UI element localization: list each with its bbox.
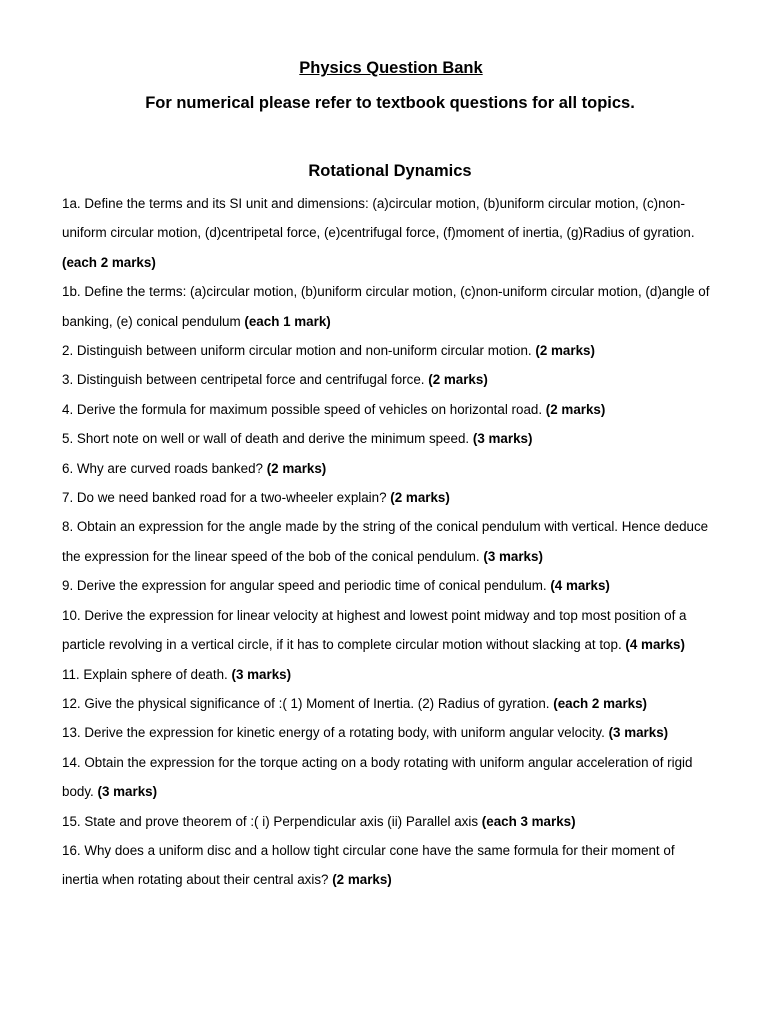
- document-subtitle: For numerical please refer to textbook questions for all topics.: [145, 94, 635, 112]
- question-item: [62, 601, 712, 660]
- question-text: 15. State and prove theorem of :( i) Perpendicular axis (ii) Parallel axis: [62, 813, 479, 829]
- question-text: 12. Give the physical significance of :( 1) Moment of Inertia. (2) Radius of gyration.: [62, 695, 550, 711]
- question-marks: (3 marks): [97, 784, 158, 800]
- question-item: [62, 365, 712, 394]
- question-item: [62, 807, 712, 836]
- question-item: [62, 718, 712, 747]
- question-text: 8. Obtain an expression for the angle made by the string of the conical pendulum with vertical. Hence deduce the expression for the linear speed of the bob of the conical pendulum.: [62, 519, 709, 564]
- question-item: [62, 571, 712, 600]
- question-item: [62, 836, 712, 895]
- question-marks: (2 marks): [332, 872, 392, 888]
- question-text: 6. Why are curved roads banked?: [62, 460, 263, 476]
- question-item: [62, 748, 712, 807]
- question-text: 1a. Define the terms and its SI unit and dimensions: (a)circular motion, (b)uniform circular motion, (c)non-uniform circular motion, (d)centripetal force, (e)centrifugal force, (f)moment of inertia, (g)Radius of gyration.: [62, 196, 695, 241]
- question-text: 4. Derive the formula for maximum possible speed of vehicles on horizontal road.: [62, 401, 543, 417]
- question-list: [62, 189, 712, 895]
- question-item: [62, 660, 712, 689]
- question-item: [62, 395, 712, 424]
- question-text: 14. Obtain the expression for the torque acting on a body rotating with uniform angular acceleration of rigid body.: [62, 754, 693, 800]
- question-marks: (3 marks): [608, 725, 669, 741]
- question-text: 16. Why does a uniform disc and a hollow tight circular cone have the same formula for their moment of inertia when rotating about their central axis?: [62, 842, 675, 888]
- question-marks: (each 2 marks): [62, 254, 156, 270]
- question-item: [62, 483, 712, 512]
- question-marks: (each 2 marks): [553, 695, 648, 711]
- question-marks: (2 marks): [535, 343, 595, 359]
- question-marks: (3 marks): [483, 548, 543, 564]
- question-text: 1b. Define the terms: (a)circular motion, (b)uniform circular motion, (c)non-uniform circular motion, (d)angle of banking, (e) conical pendulum: [62, 284, 710, 329]
- question-item: [62, 689, 712, 718]
- question-marks: (each 1 mark): [244, 313, 331, 329]
- document-title: Physics Question Bank: [299, 59, 483, 77]
- question-text: 7. Do we need banked road for a two-wheeler explain?: [62, 490, 387, 506]
- question-text: 3. Distinguish between centripetal force and centrifugal force.: [62, 372, 425, 388]
- question-text: 9. Derive the expression for angular speed and periodic time of conical pendulum.: [62, 578, 547, 594]
- section-heading: Rotational Dynamics: [308, 162, 472, 180]
- question-text: 5. Short note on well or wall of death and derive the minimum speed.: [62, 431, 470, 447]
- question-item: [62, 512, 712, 571]
- question-text: 2. Distinguish between uniform circular motion and non-uniform circular motion.: [62, 343, 532, 359]
- question-marks: (each 3 marks): [481, 813, 576, 829]
- question-marks: (2 marks): [545, 401, 606, 417]
- question-text: 13. Derive the expression for kinetic energy of a rotating body, with uniform angular velocity.: [62, 725, 605, 741]
- question-text: 11. Explain sphere of death.: [62, 666, 228, 682]
- question-item: [62, 277, 712, 336]
- question-item: [62, 336, 712, 365]
- question-marks: (2 marks): [428, 372, 488, 388]
- question-marks: (4 marks): [625, 637, 685, 653]
- question-text: 10. Derive the expression for linear velocity at highest and lowest point midway and top most position of a particle revolving in a vertical circle, if it has to complete circular motion without slacking at top.: [62, 607, 687, 653]
- question-marks: (2 marks): [266, 460, 327, 476]
- question-marks: (3 marks): [472, 431, 533, 447]
- question-item: [62, 454, 712, 483]
- question-item: [62, 424, 712, 453]
- question-item: [62, 189, 712, 277]
- question-marks: (3 marks): [231, 666, 292, 682]
- question-marks: (2 marks): [390, 490, 450, 506]
- question-marks: (4 marks): [550, 578, 610, 594]
